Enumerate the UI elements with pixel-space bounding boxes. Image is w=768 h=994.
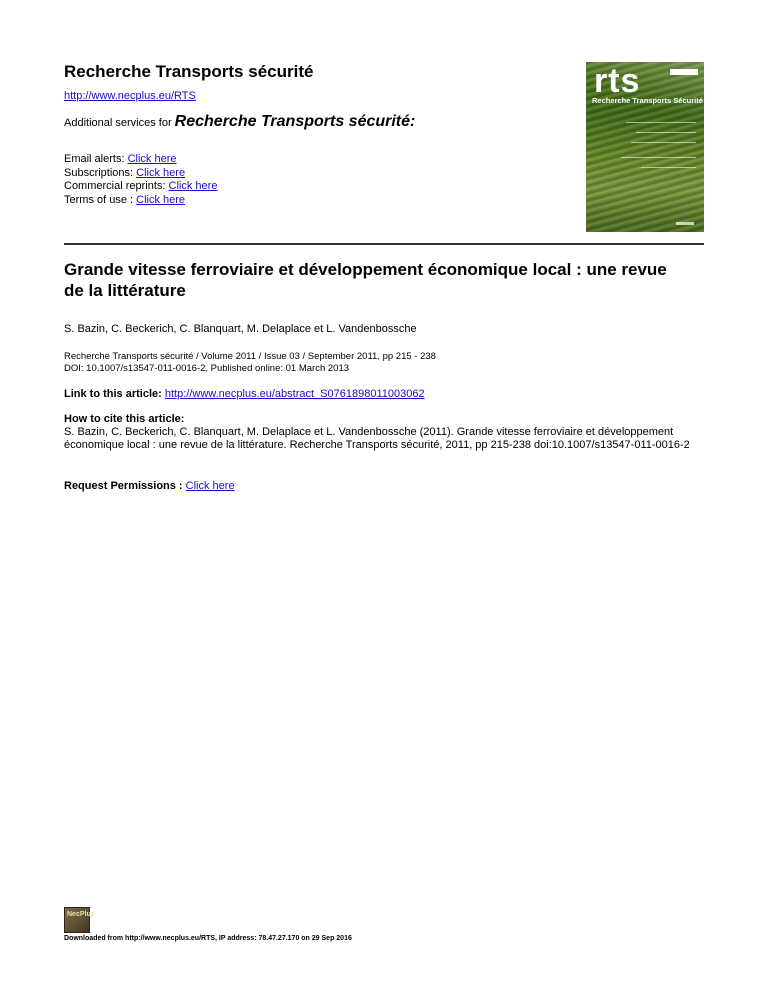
article-title: Grande vitesse ferroviaire et développement économique local : une revue de la littérature — [64, 260, 667, 300]
cover-text-line — [631, 142, 696, 143]
article-link-label: Link to this article: — [64, 388, 165, 400]
article-authors: S. Bazin, C. Beckerich, C. Blanquart, M. Delaplace et L. Vandenbossche — [64, 323, 417, 335]
how-to-cite — [64, 413, 704, 452]
header-divider — [64, 243, 704, 245]
service-link-label: Terms of use : — [64, 193, 137, 206]
service-link-row — [64, 194, 217, 208]
cover-logo: rts — [594, 62, 641, 100]
cover-subtitle: Recherche Transports Sécurité — [592, 96, 703, 105]
cover-badge — [670, 69, 698, 75]
service-link-label: Commercial reprints: — [64, 180, 169, 192]
subscriptions-link[interactable]: Click here — [136, 166, 186, 179]
service-link-label: Subscriptions: — [64, 166, 137, 179]
service-link-label: Email alerts: — [64, 153, 128, 165]
necplus-logo — [64, 907, 95, 933]
email-alerts-link[interactable]: Click here — [127, 153, 177, 165]
how-to-cite-label: How to cite this article: — [64, 413, 185, 425]
commercial-reprints-link[interactable]: Click here — [168, 180, 218, 192]
citation-volume: Recherche Transports sécurité / Volume 2011 / Issue 03 / September 2011, pp 215 - 238 — [64, 351, 436, 362]
additional-services — [64, 113, 415, 131]
journal-title: Recherche Transports sécurité — [64, 62, 314, 81]
download-footer: Downloaded from http://www.necplus.eu/RTS, IP address: 78.47.27.170 on 29 Sep 2016 — [64, 935, 352, 942]
journal-url-link[interactable]: http://www.necplus.eu/RTS — [64, 90, 196, 102]
service-link-row — [64, 153, 217, 167]
cover-text-line — [636, 132, 696, 133]
cover-footer-mark — [676, 222, 694, 225]
permissions-label: Request Permissions : — [64, 480, 186, 492]
journal-url-container — [64, 90, 196, 102]
service-links — [64, 153, 217, 207]
service-link-row — [64, 180, 217, 194]
request-permissions — [64, 480, 235, 492]
necplus-logo-text: NecPlus — [67, 911, 95, 918]
services-prefix: Additional services for — [64, 117, 175, 129]
article-link-line — [64, 388, 425, 400]
services-journal-name: Recherche Transports sécurité: — [174, 113, 416, 130]
service-link-row — [64, 167, 217, 181]
citation-doi: DOI: 10.1007/s13547-011-0016-2, Published online: 01 March 2013 — [64, 363, 350, 374]
article-abstract-link[interactable]: http://www.necplus.eu/abstract_S0761898011003062 — [164, 388, 425, 400]
journal-cover-image — [586, 62, 704, 232]
terms-of-use-link[interactable]: Click here — [136, 193, 186, 206]
cover-text-line — [626, 122, 696, 123]
cover-text-line — [641, 167, 696, 168]
how-to-cite-text: S. Bazin, C. Beckerich, C. Blanquart, M. Delaplace et L. Vandenbossche (2011). Grande vitesse ferroviaire et développement économique local : une revue de la littérature. Recherche Transports sécurité, 2011, pp 215-238 doi:10.1007/s13547-011-0016-2 — [64, 426, 690, 451]
cover-text-line — [621, 157, 696, 158]
permissions-link[interactable]: Click here — [185, 480, 235, 492]
citation-info — [64, 351, 436, 375]
